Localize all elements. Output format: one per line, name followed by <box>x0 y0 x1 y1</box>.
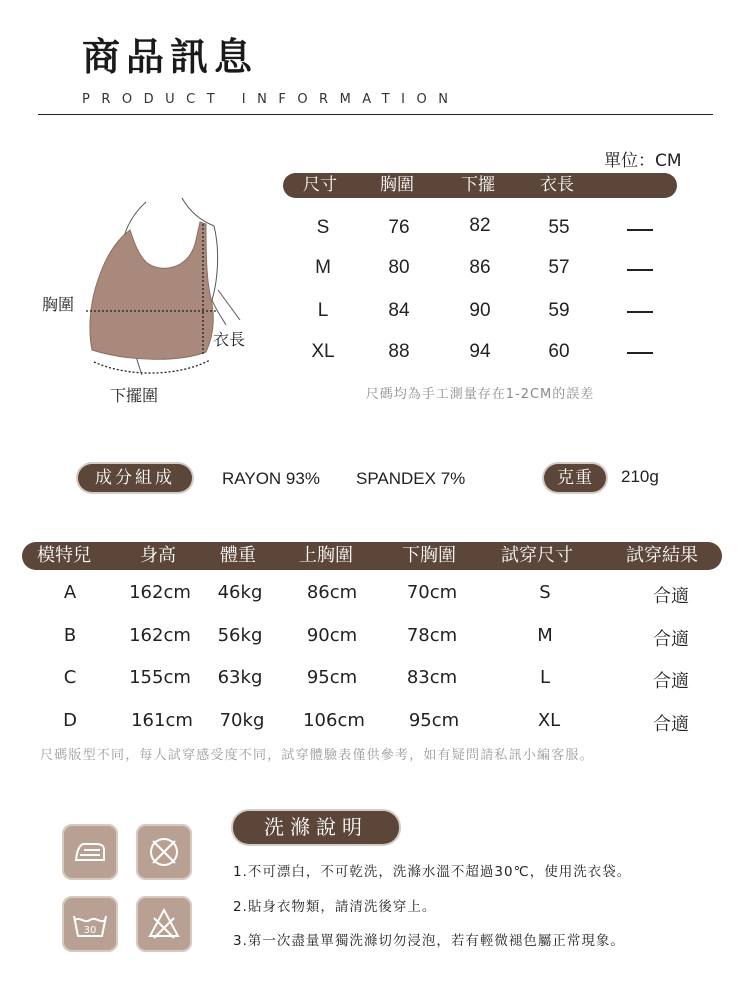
weight-cell: 63kg <box>217 667 263 688</box>
length-cell: 59 <box>548 300 570 321</box>
page-title: 商品訊息 <box>82 35 259 79</box>
header-length: 衣長 <box>540 175 574 195</box>
model-table-header <box>22 542 722 570</box>
chest-cell: 76 <box>388 217 410 238</box>
height-cell: 161cm <box>131 710 193 731</box>
header-upper-chest: 上胸圍 <box>299 545 353 566</box>
weight-value: 210g <box>621 467 659 486</box>
header-weight: 體重 <box>220 545 256 566</box>
chest-cell: 84 <box>388 300 410 321</box>
iron-low-icon <box>62 824 118 880</box>
size-cell: XL <box>311 341 335 362</box>
height-cell: 162cm <box>129 582 191 603</box>
result-cell: 合適 <box>653 714 689 735</box>
spandex-text: SPANDEX 7% <box>356 469 466 488</box>
chest-cell: 80 <box>388 257 410 278</box>
model-cell: C <box>63 667 77 688</box>
care-instruction-1: 1.不可漂白，不可乾洗，洗滌水溫不超過30℃，使用洗衣袋。 <box>233 864 632 880</box>
header-height: 身高 <box>140 545 176 566</box>
height-cell: 155cm <box>129 667 191 688</box>
try-size-cell: M <box>537 625 553 646</box>
dash-mark <box>627 229 653 231</box>
model-cell: B <box>63 625 77 646</box>
dash-mark <box>627 311 653 313</box>
chest-cell: 88 <box>388 341 410 362</box>
lower-chest-cell: 95cm <box>408 710 460 731</box>
size-cell: L <box>317 300 329 321</box>
wash-temp-label: 30 <box>83 925 97 936</box>
hem-cell: 82 <box>469 215 491 236</box>
measurement-note: 尺碼均為手工測量存在1-2CM的誤差 <box>365 387 595 402</box>
dash-mark <box>627 269 653 271</box>
length-label: 衣長 <box>213 330 246 349</box>
hem-cell: 94 <box>469 341 491 362</box>
weight-cell: 70kg <box>219 710 265 731</box>
no-bleach-icon <box>136 896 192 952</box>
hem-cell: 90 <box>469 300 491 321</box>
model-cell: A <box>63 582 77 603</box>
lower-chest-cell: 83cm <box>406 667 458 688</box>
header-model: 模特兒 <box>37 545 91 566</box>
height-cell: 162cm <box>129 625 191 646</box>
upper-chest-cell: 95cm <box>306 667 358 688</box>
length-cell: 57 <box>548 257 570 278</box>
header-result: 試穿結果 <box>626 545 698 566</box>
result-cell: 合適 <box>653 586 689 607</box>
upper-chest-cell: 86cm <box>306 582 358 603</box>
care-instruction-3: 3.第一次盡量單獨洗滌切勿浸泡，若有輕微褪色屬正常現象。 <box>233 933 625 949</box>
wash-30-icon <box>62 896 118 952</box>
model-cell: D <box>63 710 77 731</box>
size-table-header <box>283 173 677 198</box>
length-cell: 55 <box>548 217 570 238</box>
size-cell: M <box>315 257 331 278</box>
try-size-cell: S <box>539 582 551 603</box>
chest-label: 胸圍 <box>42 295 75 314</box>
rayon-text: RAYON 93% <box>222 469 320 488</box>
no-dry-clean-icon <box>136 824 192 880</box>
header-size: 尺寸 <box>303 175 337 195</box>
header-try-size: 試穿尺寸 <box>501 545 573 566</box>
page-subtitle: PRODUCT INFORMATION <box>82 92 460 107</box>
header-chest: 胸圍 <box>380 175 414 195</box>
try-size-cell: XL <box>537 710 561 731</box>
care-instruction-2: 2.貼身衣物類，請清洗後穿上。 <box>233 899 437 915</box>
weight-cell: 46kg <box>217 582 263 603</box>
care-title: 洗滌說明 <box>233 811 399 844</box>
upper-chest-cell: 106cm <box>303 710 365 731</box>
header-hem: 下擺 <box>461 175 495 195</box>
weight-cell: 56kg <box>217 625 263 646</box>
header-lower-chest: 下胸圍 <box>402 545 456 566</box>
try-size-cell: L <box>539 667 551 688</box>
weight-tag: 克重 <box>544 464 606 492</box>
hem-label: 下擺圍 <box>110 386 159 405</box>
length-cell: 60 <box>548 341 570 362</box>
hem-cell: 86 <box>469 257 491 278</box>
result-cell: 合適 <box>653 671 689 692</box>
upper-chest-cell: 90cm <box>306 625 358 646</box>
unit-label: 單位：CM <box>604 151 682 171</box>
composition-tag: 成分組成 <box>78 464 192 492</box>
garment-shape <box>90 222 213 359</box>
result-cell: 合適 <box>653 629 689 650</box>
try-on-disclaimer: 尺碼版型不同，每人試穿感受度不同，試穿體驗表僅供參考，如有疑問請私訊小編客服。 <box>40 748 594 763</box>
header-divider <box>38 114 713 115</box>
size-cell: S <box>316 217 330 238</box>
lower-chest-cell: 70cm <box>406 582 458 603</box>
lower-chest-cell: 78cm <box>406 625 458 646</box>
dash-mark <box>627 352 653 354</box>
